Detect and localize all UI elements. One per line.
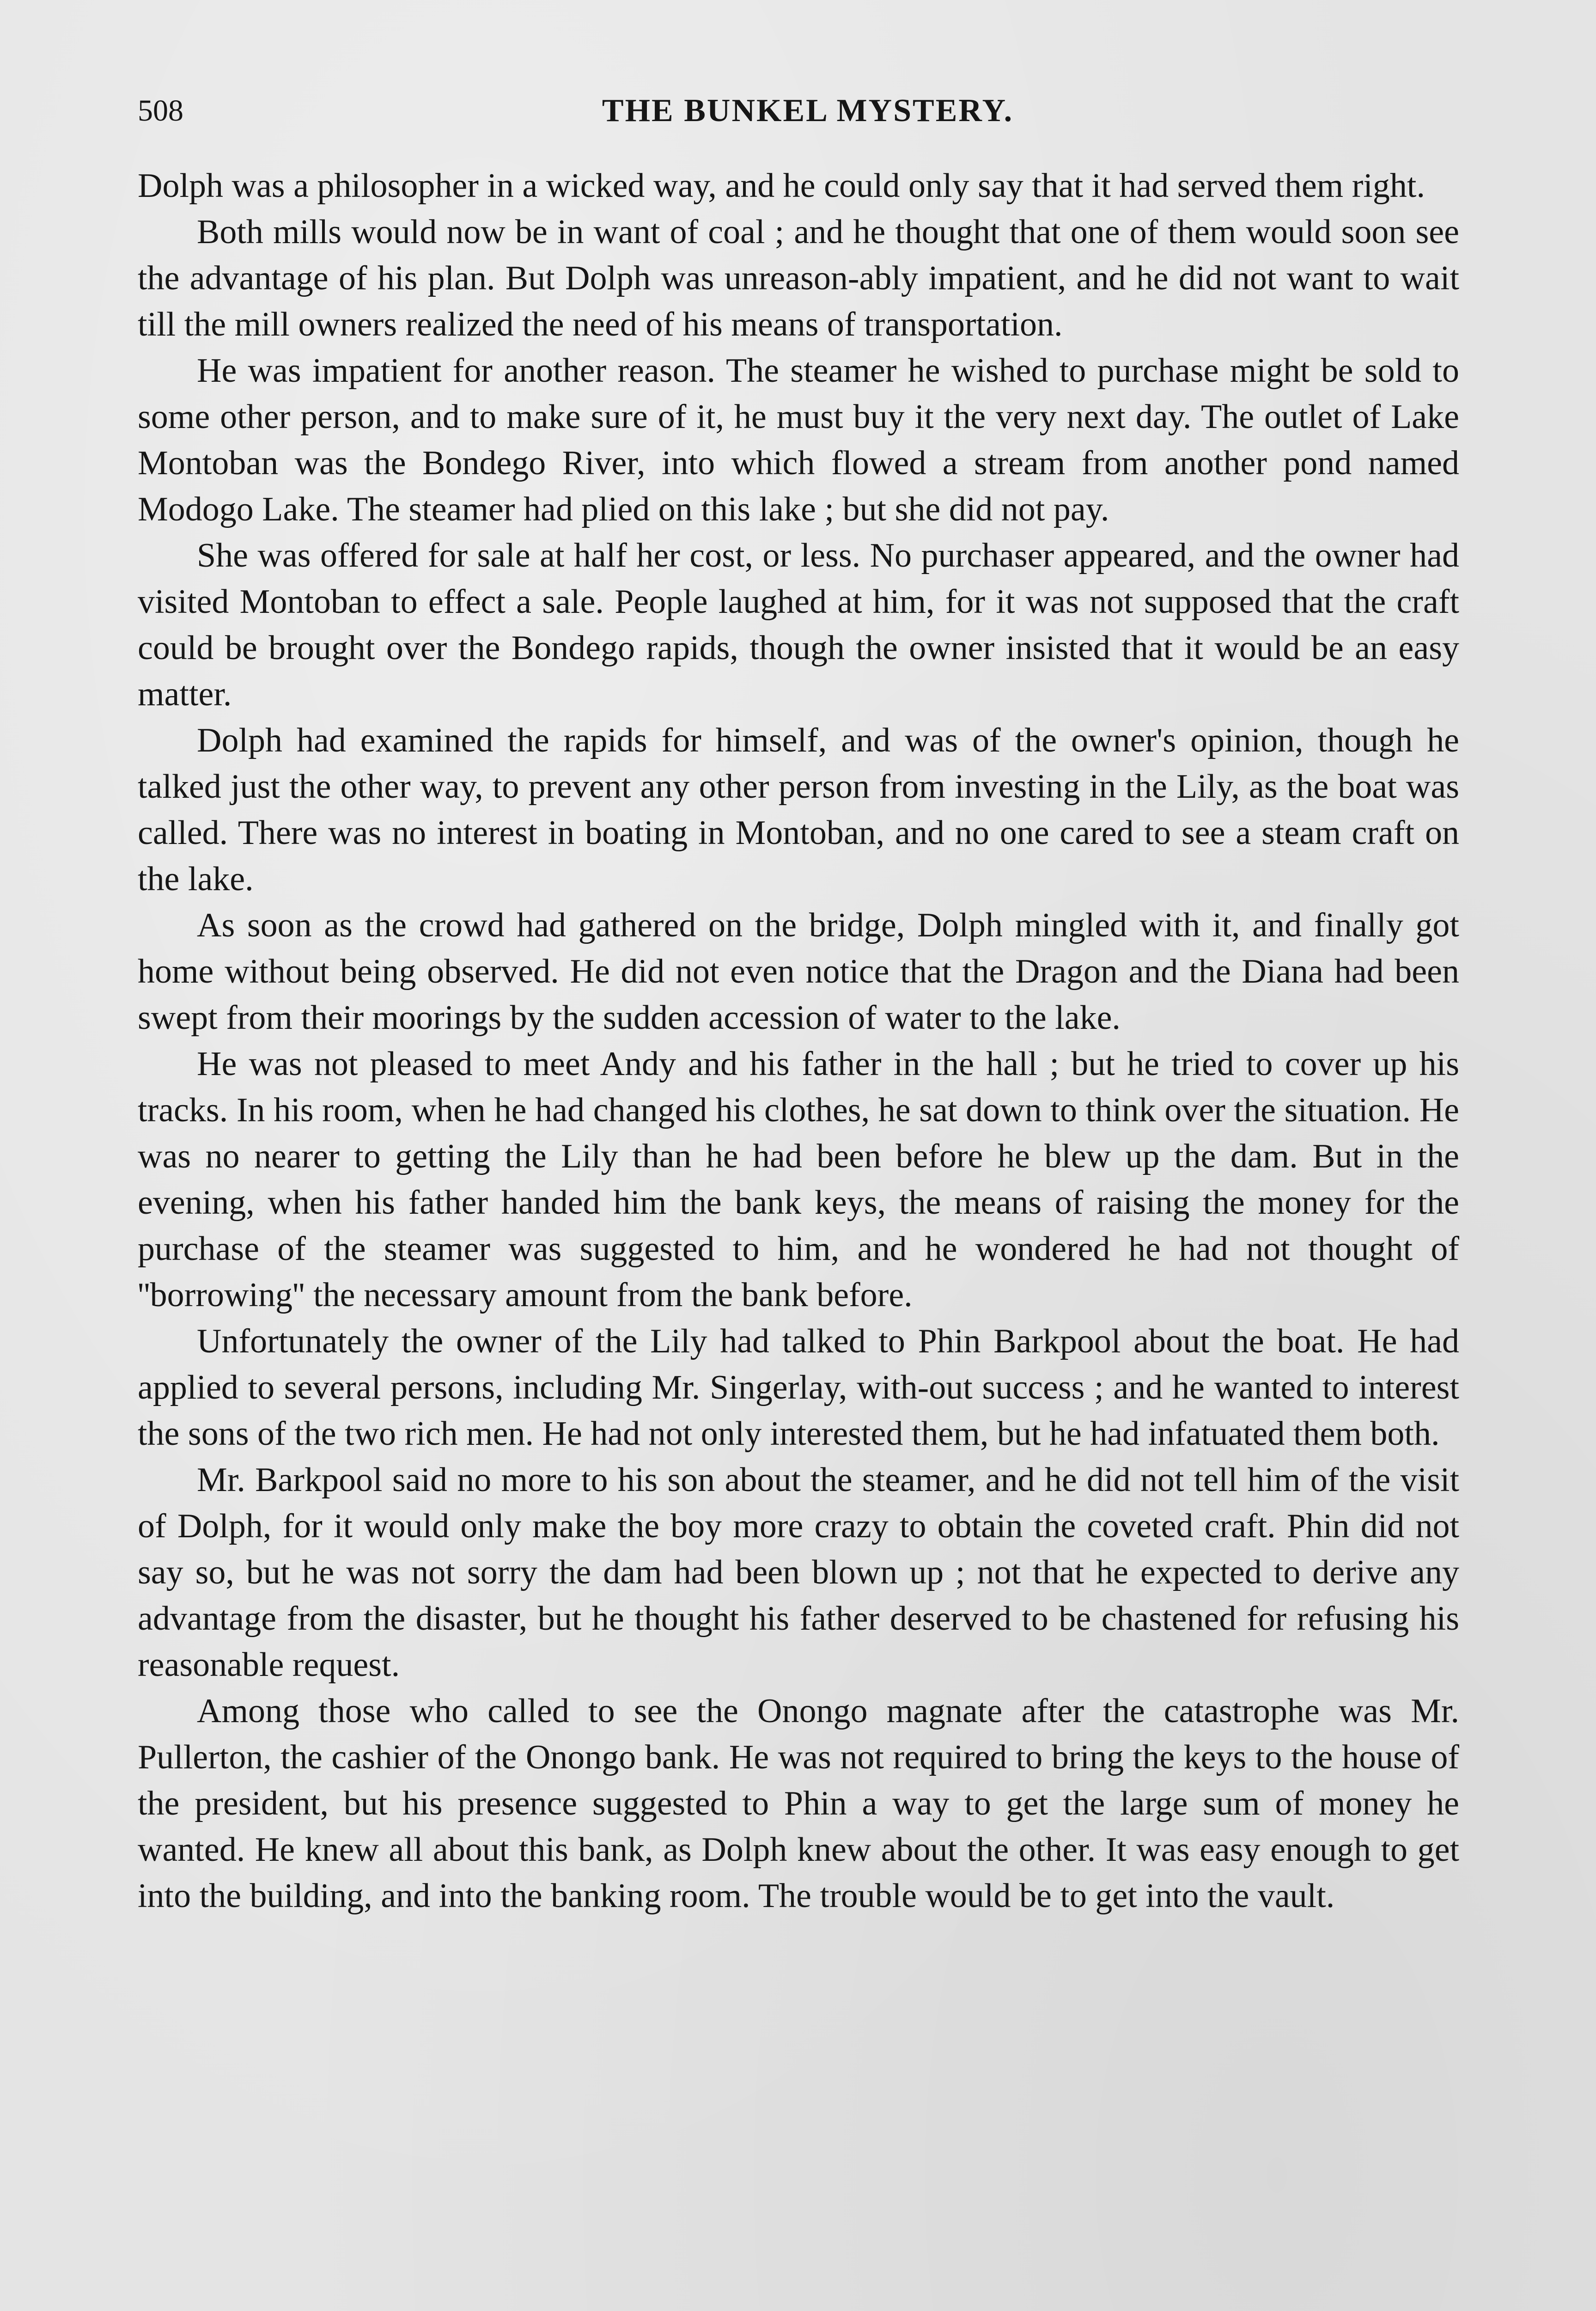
paragraph-3: He was impatient for another reason. The steamer he wished to purchase might be sold to some other person, and to make sure of it, he must buy it the very next day. The outlet of Lake Montoban was the Bondego River, into which flowed a stream from another pond named Modogo Lake. The steamer had plied on this lake ; but she did not pay. <box>138 352 1459 528</box>
paragraph-2: Both mills would now be in want of coal ; and he thought that one of them would soon see the advantage of his plan. But Dolph was unreason-ably impatient, and he did not want to wait till the mill owners realized the need of his means of transportation. <box>138 213 1459 343</box>
paragraph-10: Among those who called to see the Onongo magnate after the catastrophe was Mr. Pullerton, the cashier of the Onongo bank. He was not required to bring the keys to the house of the president, but his presence suggested to Phin a way to get the large sum of money he wanted. He knew all about this bank, as Dolph knew about the other. It was easy enough to get into the building, and into the banking room. The trouble would be to get into the vault. <box>138 1692 1459 1915</box>
paragraph-9: Mr. Barkpool said no more to his son about the steamer, and he did not tell him of the visit of Dolph, for it would only make the boy more crazy to obtain the coveted craft. Phin did not say so, but he was not sorry the dam had been blown up ; not that he expected to derive any advantage from the disaster, but he thought his father deserved to be chastened for refusing his reasonable request. <box>138 1461 1459 1684</box>
body-text <box>138 163 1459 1919</box>
running-title: THE BUNKEL MYSTERY. <box>602 93 1014 128</box>
paragraph-5: Dolph had examined the rapids for himself, and was of the owner's opinion, though he talked just the other way, to prevent any other person from investing in the Lily, as the boat was called. There was no interest in boating in Montoban, and no one cared to see a steam craft on the lake. <box>138 721 1459 898</box>
page-header <box>138 90 1459 132</box>
paragraph-7: He was not pleased to meet Andy and his father in the hall ; but he tried to cover up his tracks. In his room, when he had changed his clothes, he sat down to think over the situation. He was no nearer to getting the Lily than he had been before he blew up the dam. But in the evening, when his father handed him the bank keys, the means of raising the money for the purchase of the steamer was suggested to him, and he wondered he had not thought of ''borrowing'' the necessary amount from the bank before. <box>138 1045 1459 1314</box>
paragraph-6: As soon as the crowd had gathered on the bridge, Dolph mingled with it, and finally got home without being observed. He did not even notice that the Dragon and the Diana had been swept from their moorings by the sudden accession of water to the lake. <box>138 906 1459 1037</box>
paragraph-1: Dolph was a philosopher in a wicked way, and he could only say that it had served them right. <box>138 167 1425 205</box>
paragraph-4: She was offered for sale at half her cost, or less. No purchaser appeared, and the owner had visited Montoban to effect a sale. People laughed at him, for it was not supposed that the craft could be brought over the Bondego rapids, though the owner insisted that it would be an easy matter. <box>138 537 1459 713</box>
paragraph-8: Unfortunately the owner of the Lily had talked to Phin Barkpool about the boat. He had applied to several persons, including Mr. Singerlay, with-out success ; and he wanted to interest the sons of the two rich men. He had not only interested them, but he had infatuated them both. <box>138 1322 1459 1453</box>
page-number: 508 <box>138 94 183 128</box>
